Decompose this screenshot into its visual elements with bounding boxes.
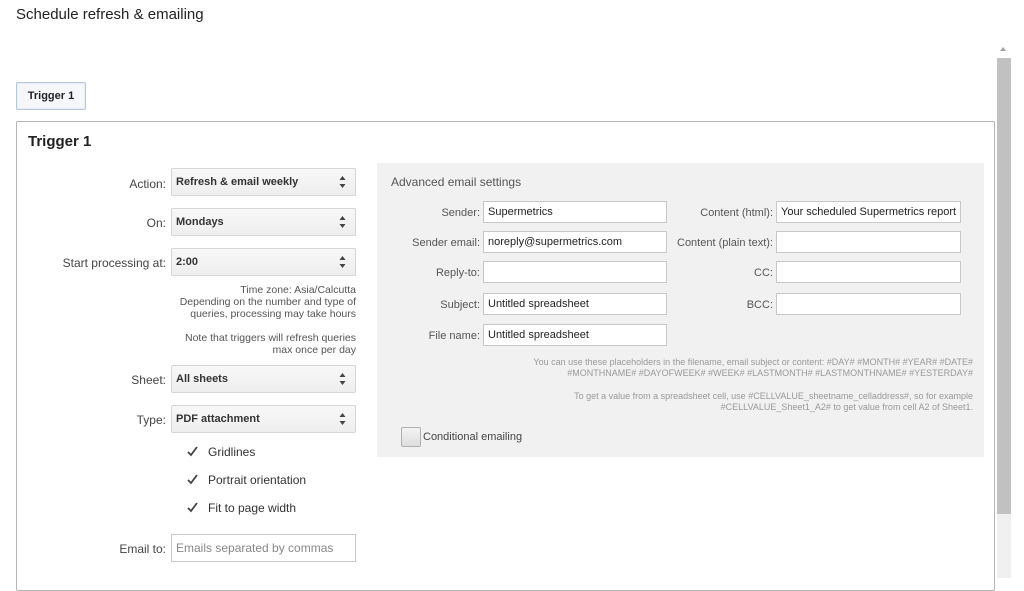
- bcc-label: BCC:: [746, 299, 773, 311]
- cell-value-note-line1: To get a value from a spreadsheet cell, use #CELLVALUE_sheetname_celladdress#, so for example: [574, 391, 973, 401]
- file-name-label: File name:: [428, 330, 480, 342]
- type-label: Type:: [136, 413, 166, 427]
- content-html-input[interactable]: Your scheduled Supermetrics report: [776, 201, 961, 223]
- email-to-input[interactable]: Emails separated by commas: [171, 534, 356, 562]
- refresh-note: [150, 332, 356, 356]
- scroll-up-arrow-icon[interactable]: [998, 44, 1008, 54]
- sheet-select[interactable]: [171, 365, 356, 393]
- cell-value-note: [397, 391, 973, 413]
- sender-email-input[interactable]: noreply@supermetrics.com: [483, 231, 667, 253]
- fit-to-page-width-option[interactable]: [187, 501, 296, 515]
- tab-trigger-1[interactable]: Trigger 1: [16, 82, 86, 110]
- sheet-select-value: All sheets: [176, 373, 228, 385]
- advanced-settings-header: Advanced email settings: [391, 175, 522, 189]
- checkmark-icon[interactable]: [187, 502, 198, 513]
- portrait-orientation-label: Portrait orientation: [208, 473, 307, 487]
- start-processing-select[interactable]: [171, 248, 356, 276]
- content-html-label: Content (html):: [700, 207, 773, 219]
- reply-to-label: Reply-to:: [435, 267, 480, 279]
- cell-value-note-line2: #CELLVALUE_Sheet1_A2# to get value from cell A2 of Sheet1.: [720, 402, 973, 412]
- bcc-input[interactable]: [776, 293, 961, 315]
- on-select[interactable]: [171, 208, 356, 236]
- subject-label: Subject:: [440, 299, 480, 311]
- sender-email-label: Sender email:: [412, 237, 480, 249]
- content-plain-text-input[interactable]: [776, 231, 961, 253]
- action-select-value: Refresh & email weekly: [176, 176, 299, 188]
- subject-input[interactable]: Untitled spreadsheet: [483, 293, 667, 315]
- reply-to-input[interactable]: [483, 261, 667, 283]
- gridlines-label: Gridlines: [208, 445, 256, 459]
- sender-input[interactable]: Supermetrics: [483, 201, 667, 223]
- up-down-arrows-icon: [339, 372, 346, 386]
- processing-note-line2: queries, processing may take hours: [190, 308, 356, 320]
- cc-label: CC:: [754, 267, 773, 279]
- action-label: Action:: [129, 177, 166, 191]
- file-name-input[interactable]: Untitled spreadsheet: [483, 324, 667, 346]
- up-down-arrows-icon: [339, 215, 346, 229]
- trigger-title: Trigger 1: [28, 133, 92, 150]
- type-select[interactable]: [171, 405, 356, 433]
- up-down-arrows-icon: [339, 255, 346, 269]
- conditional-emailing-checkbox[interactable]: [401, 427, 421, 447]
- placeholders-note: [397, 357, 973, 379]
- on-select-value: Mondays: [176, 216, 224, 228]
- placeholders-note-line1: You can use these placeholders in the filename, email subject or content: #DAY# #MONTH# #YEAR# #DATE#: [533, 357, 973, 367]
- timezone-text: Time zone: Asia/Calcutta: [240, 284, 356, 296]
- sender-label: Sender:: [441, 207, 480, 219]
- dialog-title: Schedule refresh & emailing: [16, 6, 204, 23]
- up-down-arrows-icon: [339, 412, 346, 426]
- advanced-email-settings: [377, 163, 984, 457]
- placeholders-note-line2: #MONTHNAME# #DAYOFWEEK# #WEEK# #LASTMONTH# #LASTMONTHNAME# #YESTERDAY#: [567, 368, 973, 378]
- start-processing-value: 2:00: [176, 256, 199, 268]
- start-processing-label: Start processing at:: [62, 256, 166, 270]
- email-to-label: Email to:: [119, 542, 166, 556]
- refresh-note-line1: Note that triggers will refresh queries: [185, 332, 356, 344]
- fit-to-page-width-label: Fit to page width: [208, 501, 297, 515]
- conditional-emailing-toggle[interactable]: [401, 427, 522, 447]
- portrait-orientation-option[interactable]: [187, 473, 306, 487]
- scrollbar-thumb[interactable]: [997, 58, 1011, 514]
- sheet-label: Sheet:: [131, 373, 166, 387]
- up-down-arrows-icon: [339, 175, 346, 189]
- on-label: On:: [146, 216, 166, 230]
- action-select[interactable]: [171, 168, 356, 196]
- timezone-note: [150, 284, 356, 320]
- content-plain-text-label: Content (plain text):: [677, 237, 773, 249]
- conditional-emailing-label: Conditional emailing: [423, 431, 523, 443]
- type-select-value: PDF attachment: [176, 413, 260, 425]
- checkmark-icon[interactable]: [187, 474, 198, 485]
- gridlines-option[interactable]: [187, 445, 255, 459]
- processing-note-line1: Depending on the number and type of: [179, 296, 356, 308]
- refresh-note-line2: max once per day: [272, 344, 356, 356]
- cc-input[interactable]: [776, 261, 961, 283]
- checkmark-icon[interactable]: [187, 446, 198, 457]
